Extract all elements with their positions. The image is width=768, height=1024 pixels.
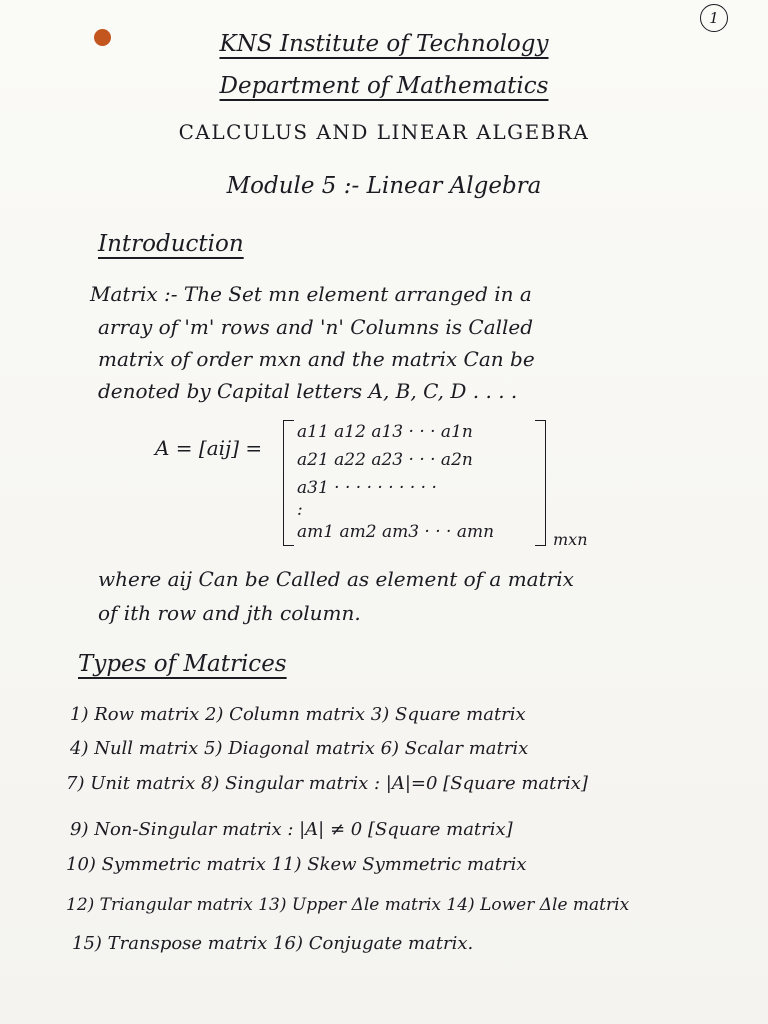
matrix-definition-line-1 — [90, 282, 532, 306]
types-line-2: 4) Null matrix 5) Diagonal matrix 6) Scalar matrix — [70, 738, 529, 759]
matrix-definition-line-2: array of 'm' rows and 'n' Columns is Called — [98, 315, 534, 339]
course-title: CALCULUS AND LINEAR ALGEBRA — [178, 120, 590, 144]
introduction-heading: Introduction — [98, 231, 244, 257]
matrix-label: Matrix :- — [90, 282, 178, 306]
element-note-line-1: where aij Can be Called as element of a matrix — [98, 567, 574, 591]
module-title: Module 5 :- Linear Algebra — [226, 173, 542, 199]
matrix-equation — [155, 420, 615, 555]
types-line-7: 15) Transpose matrix 16) Conjugate matrix. — [72, 933, 474, 954]
department-title: Department of Mathematics — [219, 73, 549, 99]
matrix-definition-line-3: matrix of order mxn and the matrix Can be — [98, 347, 535, 371]
matrix-row-4: : — [297, 500, 303, 520]
types-line-5: 10) Symmetric matrix 11) Skew Symmetric matrix — [66, 854, 527, 875]
matrix-row-3: a31 · · · · · · · · · · — [297, 478, 437, 498]
page-number: 1 — [700, 4, 728, 32]
matrix-row-5: am1 am2 am3 · · · amn — [297, 522, 495, 542]
element-note-line-2: of ith row and jth column. — [98, 601, 361, 625]
matrix-definition-text-1: The Set mn element arranged in a — [183, 282, 532, 306]
matrix-row-2: a21 a22 a23 · · · a2n — [297, 450, 473, 470]
institute-title: KNS Institute of Technology — [219, 31, 549, 57]
matrix-row-1: a11 a12 a13 · · · a1n — [297, 422, 473, 442]
matrix-order: mxn — [553, 530, 588, 549]
right-bracket — [535, 420, 546, 546]
types-heading: Types of Matrices — [78, 651, 287, 677]
matrix-lhs: A = [aij] = — [155, 436, 263, 460]
left-bracket — [283, 420, 294, 546]
types-line-6: 12) Triangular matrix 13) Upper Δle matrix 14) Lower Δle matrix — [66, 895, 630, 915]
types-line-1: 1) Row matrix 2) Column matrix 3) Square matrix — [70, 704, 526, 725]
types-line-4: 9) Non-Singular matrix : |A| ≠ 0 [Square matrix] — [70, 819, 513, 840]
matrix-definition-line-4: denoted by Capital letters A, B, C, D . . . . — [98, 379, 518, 403]
types-line-3: 7) Unit matrix 8) Singular matrix : |A|=0 [Square matrix] — [66, 773, 588, 794]
